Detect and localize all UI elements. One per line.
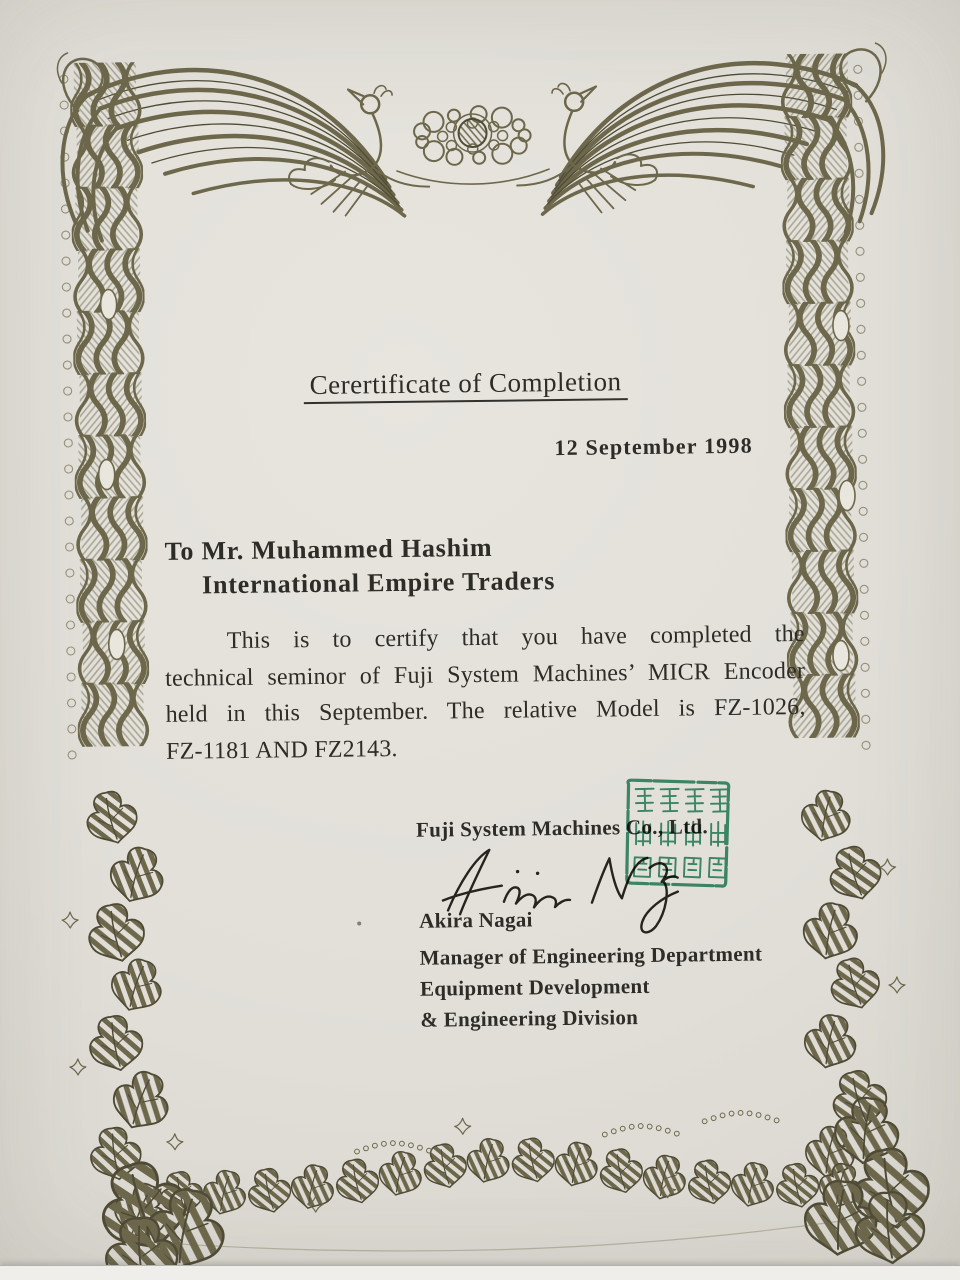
certificate-title: Cerertificate of Completion bbox=[245, 365, 685, 401]
signer-title-line: Equipment Development bbox=[419, 973, 650, 1001]
issuing-company: Fuji System Machines Co., Ltd. bbox=[415, 814, 709, 842]
body-line: This is to certify that you have completed the bbox=[226, 621, 805, 655]
signer-title-line: & Engineering Division bbox=[420, 1005, 639, 1032]
company-seal-stamp bbox=[620, 774, 738, 894]
body-line: technical seminor of Fuji System Machines’ MICR Encoder bbox=[165, 657, 806, 692]
body-text bbox=[165, 616, 807, 770]
recipient-name: To Mr. Muhammed Hashim bbox=[164, 532, 493, 566]
table-surface bbox=[0, 1265, 960, 1280]
signer-titles bbox=[419, 939, 763, 1036]
issue-date: 12 September 1998 bbox=[554, 432, 753, 461]
ink-speck bbox=[357, 921, 361, 925]
recipient-company: International Empire Traders bbox=[201, 566, 556, 600]
signer-name: Akira Nagai bbox=[419, 907, 533, 933]
body-line: held in this September. The relative Model is FZ-1026, bbox=[165, 694, 806, 728]
body-line: FZ-1181 AND FZ2143. bbox=[165, 735, 398, 765]
signer-title-line: Manager of Engineering Department bbox=[419, 941, 763, 970]
